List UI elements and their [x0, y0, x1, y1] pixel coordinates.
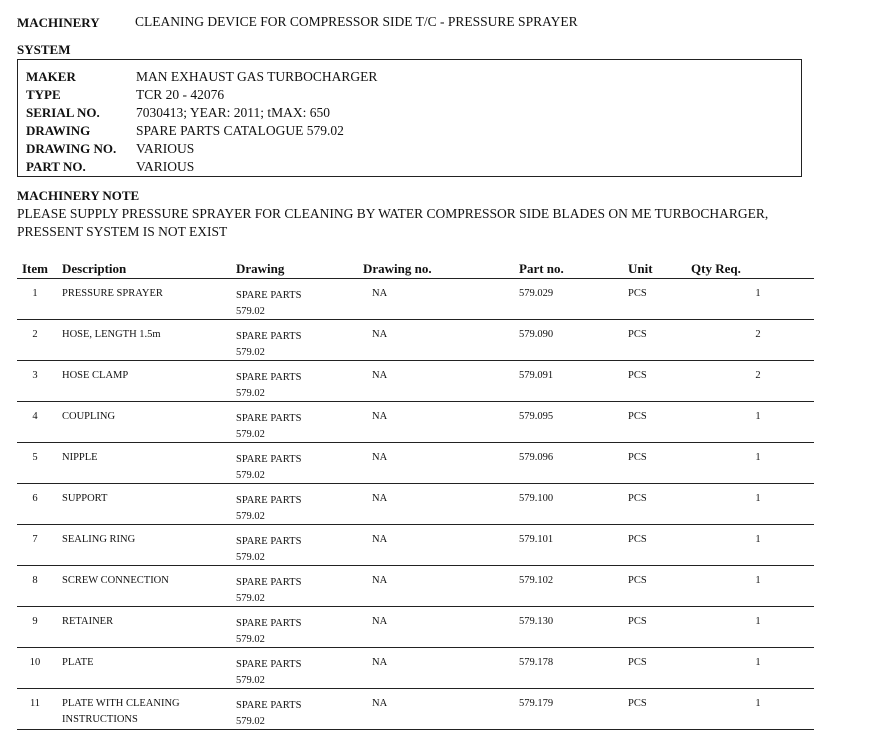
row-drawing: SPARE PARTS — [236, 454, 302, 465]
row-qty: 2 — [755, 370, 761, 381]
row-drawing-no: NA — [372, 329, 388, 340]
row-qty: 1 — [755, 616, 761, 627]
table-row — [17, 401, 814, 443]
system-box — [17, 59, 802, 177]
drawing-no-label: DRAWING NO. — [26, 141, 117, 156]
row-qty: 1 — [755, 411, 761, 422]
row-item: 1 — [32, 288, 38, 299]
row-part-no: 579.095 — [519, 411, 554, 422]
row-item: 8 — [32, 575, 38, 586]
column-header-qty: Qty Req. — [691, 261, 741, 276]
column-header-unit: Unit — [628, 261, 653, 276]
column-header-item: Item — [22, 261, 48, 276]
row-qty: 1 — [755, 657, 761, 668]
row-item: 7 — [32, 534, 38, 545]
serial-value: 7030413; YEAR: 2011; tMAX: 650 — [136, 105, 331, 120]
row-description: NIPPLE — [62, 452, 98, 463]
system-row-part-no — [26, 158, 194, 176]
row-description: COUPLING — [62, 411, 116, 422]
row-unit: PCS — [628, 575, 647, 586]
row-qty: 1 — [755, 534, 761, 545]
row-item: 5 — [32, 452, 38, 463]
row-description: SCREW CONNECTION — [62, 575, 169, 586]
drawing-label: DRAWING — [26, 123, 91, 138]
table-row — [17, 688, 814, 730]
row-unit: PCS — [628, 698, 647, 709]
table-row — [17, 319, 814, 361]
row-drawing-ref: 579.02 — [236, 634, 265, 645]
row-item: 2 — [32, 329, 38, 340]
row-description: RETAINER — [62, 616, 114, 627]
system-row-maker — [26, 68, 377, 86]
row-drawing: SPARE PARTS — [236, 413, 302, 424]
row-qty: 1 — [755, 452, 761, 463]
row-drawing: SPARE PARTS — [236, 495, 302, 506]
row-qty: 2 — [755, 329, 761, 340]
row-drawing: SPARE PARTS — [236, 290, 302, 301]
row-item: 10 — [29, 657, 41, 668]
row-description: PRESSURE SPRAYER — [62, 288, 163, 299]
row-part-no: 579.100 — [519, 493, 554, 504]
row-description: HOSE, LENGTH 1.5m — [62, 329, 161, 340]
row-drawing: SPARE PARTS — [236, 659, 302, 670]
drawing-value: SPARE PARTS CATALOGUE 579.02 — [136, 123, 344, 138]
row-item: 4 — [32, 411, 38, 422]
table-row — [17, 360, 814, 402]
row-drawing-no: NA — [372, 288, 388, 299]
column-header-drawing: Drawing — [236, 261, 285, 276]
type-label: TYPE — [26, 87, 61, 102]
row-unit: PCS — [628, 329, 647, 340]
table-row — [17, 524, 814, 566]
machinery-value: CLEANING DEVICE FOR COMPRESSOR SIDE T/C - PRESSURE SPRAYER — [135, 14, 578, 29]
row-part-no: 579.130 — [519, 616, 554, 627]
type-value: TCR 20 - 42076 — [136, 87, 225, 102]
row-part-no: 579.178 — [519, 657, 554, 668]
row-description: SEALING RING — [62, 534, 136, 545]
row-drawing-ref: 579.02 — [236, 429, 265, 440]
machinery-note-label: MACHINERY NOTE — [17, 188, 140, 203]
row-item: 9 — [32, 616, 38, 627]
row-unit: PCS — [628, 370, 647, 381]
row-drawing-no: NA — [372, 370, 388, 381]
row-item: 6 — [32, 493, 38, 504]
row-part-no: 579.102 — [519, 575, 554, 586]
row-part-no: 579.029 — [519, 288, 554, 299]
row-description: PLATE WITH CLEANING INSTRUCTIONS — [62, 698, 180, 725]
row-drawing-ref: 579.02 — [236, 716, 265, 727]
system-row-type — [26, 86, 224, 104]
row-item: 11 — [29, 698, 41, 709]
row-drawing-ref: 579.02 — [236, 675, 265, 686]
column-header-description: Description — [62, 261, 127, 276]
row-qty: 1 — [755, 698, 761, 709]
serial-label: SERIAL NO. — [26, 105, 100, 120]
row-part-no: 579.179 — [519, 698, 554, 709]
row-drawing-ref: 579.02 — [236, 470, 265, 481]
row-drawing: SPARE PARTS — [236, 577, 302, 588]
part-no-label: PART NO. — [26, 159, 86, 174]
row-drawing-ref: 579.02 — [236, 306, 265, 317]
row-drawing-no: NA — [372, 616, 388, 627]
machinery-label: MACHINERY — [17, 15, 100, 30]
row-drawing-no: NA — [372, 493, 388, 504]
row-unit: PCS — [628, 657, 647, 668]
row-drawing-ref: 579.02 — [236, 593, 265, 604]
row-drawing: SPARE PARTS — [236, 372, 302, 383]
row-drawing-no: NA — [372, 657, 388, 668]
row-drawing-no: NA — [372, 411, 388, 422]
row-description: HOSE CLAMP — [62, 370, 129, 381]
row-drawing-ref: 579.02 — [236, 511, 265, 522]
row-part-no: 579.091 — [519, 370, 554, 381]
maker-label: MAKER — [26, 69, 76, 84]
row-drawing-ref: 579.02 — [236, 347, 265, 358]
row-drawing-no: NA — [372, 575, 388, 586]
column-header-drawing-no: Drawing no. — [363, 261, 432, 276]
row-unit: PCS — [628, 534, 647, 545]
table-row — [17, 606, 814, 648]
row-drawing-ref: 579.02 — [236, 388, 265, 399]
row-part-no: 579.101 — [519, 534, 554, 545]
row-drawing-ref: 579.02 — [236, 552, 265, 563]
row-drawing-no: NA — [372, 534, 388, 545]
table-row — [17, 565, 814, 607]
table-row — [17, 278, 814, 320]
column-header-part-no: Part no. — [519, 261, 564, 276]
system-label: SYSTEM — [17, 42, 71, 57]
row-drawing: SPARE PARTS — [236, 618, 302, 629]
row-unit: PCS — [628, 616, 647, 627]
part-no-value: VARIOUS — [136, 159, 195, 174]
row-unit: PCS — [628, 493, 647, 504]
row-qty: 1 — [755, 575, 761, 586]
row-drawing-no: NA — [372, 698, 388, 709]
row-drawing: SPARE PARTS — [236, 536, 302, 547]
row-qty: 1 — [755, 288, 761, 299]
row-description: SUPPORT — [62, 493, 108, 504]
row-unit: PCS — [628, 452, 647, 463]
system-row-drawing — [26, 122, 344, 140]
row-part-no: 579.096 — [519, 452, 554, 463]
table-row — [17, 483, 814, 525]
row-drawing: SPARE PARTS — [236, 331, 302, 342]
row-qty: 1 — [755, 493, 761, 504]
row-drawing-no: NA — [372, 452, 388, 463]
row-item: 3 — [32, 370, 38, 381]
table-header — [17, 260, 814, 279]
system-row-drawing-no — [26, 140, 194, 158]
machinery-note-text: PLEASE SUPPLY PRESSURE SPRAYER FOR CLEANING BY WATER COMPRESSOR SIDE BLADES ON ME TURBOCHARGER, PRESSENT SYSTEM IS NOT EXIST — [17, 206, 769, 239]
row-unit: PCS — [628, 288, 647, 299]
row-unit: PCS — [628, 411, 647, 422]
maker-value: MAN EXHAUST GAS TURBOCHARGER — [136, 69, 378, 84]
system-row-serial — [26, 104, 330, 122]
row-part-no: 579.090 — [519, 329, 554, 340]
row-drawing: SPARE PARTS — [236, 700, 302, 711]
drawing-no-value: VARIOUS — [136, 141, 195, 156]
row-description: PLATE — [62, 657, 94, 668]
table-row — [17, 647, 814, 689]
table-row — [17, 442, 814, 484]
